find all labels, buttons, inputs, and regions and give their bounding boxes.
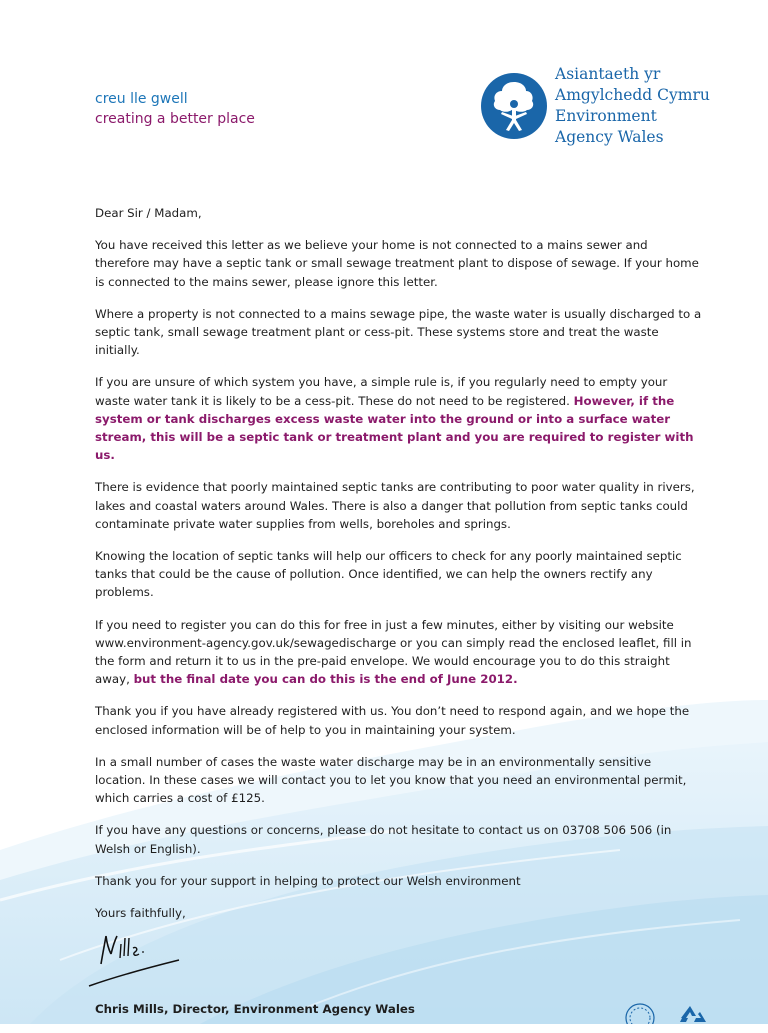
logo-line-4: Agency Wales xyxy=(555,128,664,146)
paragraph: Knowing the location of septic tanks will help our officers to check for any poorly maintained septic tanks that could be the cause of pollution. Once identified, we can help the owners rectify any problems. xyxy=(95,549,682,600)
salutation: Dear Sir / Madam, xyxy=(95,206,202,220)
environment-agency-tree-icon xyxy=(480,72,548,140)
footer-icons xyxy=(620,998,720,1024)
paragraph: Where a property is not connected to a mains sewage pipe, the waste water is usually discharged to a septic tank, small sewage treatment plant or cess-pit. These systems store and treat the waste initially. xyxy=(95,306,702,358)
paragraph xyxy=(95,373,705,464)
circular-emblem-icon xyxy=(626,1004,654,1024)
paragraph: Thank you if you have already registered with us. You don’t need to respond again, and we hope the enclosed information will be of help to you in maintaining your system. xyxy=(95,704,690,737)
paragraph: You have received this letter as we believe your home is not connected to a mains sewer and therefore may have a septic tank or small sewage treatment plant to dispose of sewage. If your home is connected to the mains sewer, please ignore this letter. xyxy=(95,238,699,289)
tagline-welsh: creu lle gwell xyxy=(95,91,188,107)
paragraph: If you have any questions or concerns, please do not hesitate to contact us on 03708 506 506 (in Welsh or English). xyxy=(95,823,672,856)
paragraph: There is evidence that poorly maintained septic tanks are contributing to poor water quality in rivers, lakes and coastal waters around Wales. There is also a danger that pollution from septic tanks could contaminate private water supplies from wells, boreholes and springs. xyxy=(95,480,695,531)
closing: Yours faithfully, xyxy=(95,906,186,921)
signer-name: Chris Mills, Director, Environment Agency Wales xyxy=(95,1002,415,1017)
logo-text xyxy=(555,64,710,148)
paragraph-text: If you are unsure of which system you have, a simple rule is, if you regularly need to empty your waste water tank it is likely to be a cess-pit. These do not need to be registered. xyxy=(95,375,668,408)
paragraph: Thank you for your support in helping to protect our Welsh environment xyxy=(95,873,521,888)
logo-line-3: Environment xyxy=(555,107,657,125)
paragraph-text: If you need to register you can do this for free in just a few minutes, either by visiting our website www.environment-agency.gov.uk/sewagedischarge or you can simply read the enclosed leaflet, fill in the form and return it to us in the pre-paid envelope. We would encourage you to do this straight away, xyxy=(95,617,692,687)
logo-line-2: Amgylchedd Cymru xyxy=(555,86,710,104)
recycling-icon xyxy=(680,1006,706,1022)
highlighted-text: However, if the system or tank discharges excess waste water into the ground or into a surface water stream, this will be a septic tank or treatment plant and you are required to register with us. xyxy=(95,393,694,463)
handwritten-signature xyxy=(87,930,207,988)
tagline xyxy=(95,89,255,129)
signature xyxy=(95,930,705,988)
environment-agency-wales-logo xyxy=(480,64,730,154)
paragraph xyxy=(95,616,705,689)
letter-body xyxy=(95,204,705,1033)
paragraph: In a small number of cases the waste water discharge may be in an environmentally sensitive location. In these cases we will contact you to let you know that you need an environmental permit, which carries a cost of £125. xyxy=(95,754,687,806)
tagline-english: creating a better place xyxy=(95,111,255,127)
highlighted-text: but the final date you can do this is the end of June 2012. xyxy=(133,672,518,687)
logo-line-1: Asiantaeth yr xyxy=(555,65,661,83)
